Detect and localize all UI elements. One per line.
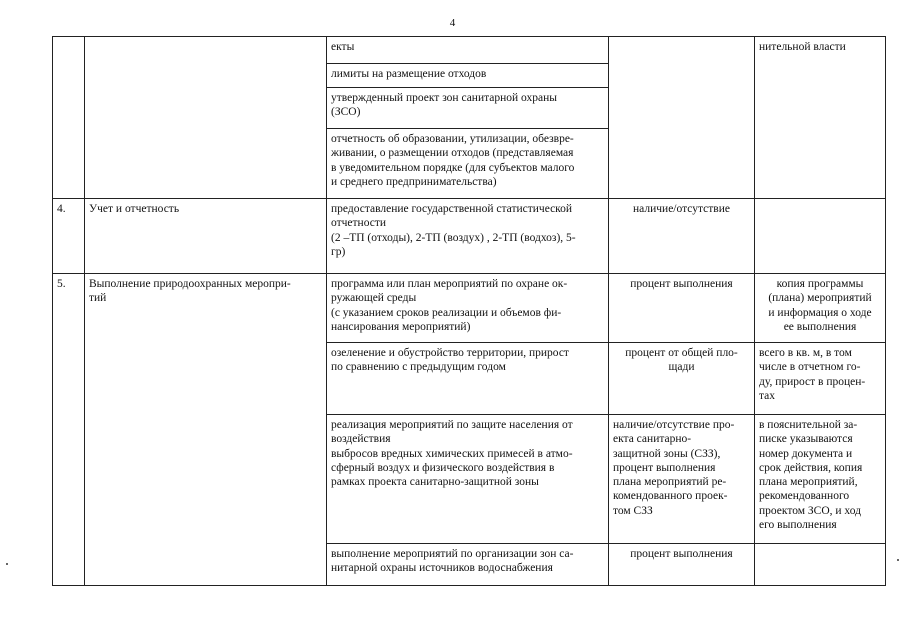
criterion-cell xyxy=(327,544,609,586)
criterion-cell xyxy=(327,415,609,544)
measure-cell: процент выполнения xyxy=(609,274,755,343)
indicator-cell: Учет и отчетность xyxy=(85,199,327,274)
measure-cell: процент выполнения xyxy=(609,544,755,586)
criterion-line: в уведомительном порядке (для субъектов малого xyxy=(331,161,575,174)
criterion-line: нансирования мероприятий) xyxy=(331,320,471,333)
note-line: его выполнения xyxy=(759,519,837,532)
measure-cell xyxy=(609,415,755,544)
table-row xyxy=(53,199,886,274)
note-line: числе в отчетном го- xyxy=(759,361,861,374)
note-line: писке указываются xyxy=(759,433,853,446)
note-line: и информация о ходе xyxy=(768,306,872,319)
measure-line: процент от общей пло- xyxy=(625,347,738,359)
criterion-line: (2 –ТП (отходы), 2-ТП (воздух) , 2-ТП (водхоз), 5- xyxy=(331,231,576,244)
criterion-line: сферный воздух и физического воздействия в xyxy=(331,461,555,474)
indicator-cell xyxy=(85,37,327,199)
note-line: ее выполнения xyxy=(783,320,857,333)
measure-line: щади xyxy=(668,361,695,374)
criterion-line: воздействия xyxy=(331,433,391,446)
measure-cell xyxy=(609,343,755,415)
measure-line: том СЗЗ xyxy=(613,504,653,517)
page-number: 4 xyxy=(449,17,456,29)
criterion-cell xyxy=(327,129,609,199)
table-row xyxy=(53,37,886,64)
criterion-line: рамках проекта санитарно-защитной зоны xyxy=(331,476,539,489)
criterion-line: выбросов вредных химических примесей в атмо- xyxy=(331,447,573,460)
note-line: (плана) мероприятий xyxy=(768,292,872,305)
note-line: плана мероприятий, xyxy=(759,476,858,489)
criterion-line: гр) xyxy=(331,245,346,258)
criterion-line: и среднего предпринимательства) xyxy=(331,175,497,188)
criterion-line: живании, о размещении отходов (представляемая xyxy=(331,147,574,160)
indicator-line: Выполнение природоохранных меропри- xyxy=(89,278,291,290)
criterion-cell xyxy=(327,199,609,274)
criterion-line: (с указанием сроков реализации и объемов фи- xyxy=(331,306,562,319)
indicator-cell xyxy=(85,274,327,586)
note-cell xyxy=(755,544,886,586)
note-cell xyxy=(755,199,886,274)
measure-line: комендованного проек- xyxy=(613,490,728,503)
note-cell xyxy=(755,415,886,544)
criterion-line: (ЗСО) xyxy=(331,106,361,119)
requirements-table xyxy=(52,36,886,586)
indicator-line: тий xyxy=(89,292,107,305)
criterion-cell xyxy=(327,343,609,415)
measure-line: защитной зоны (СЗЗ), xyxy=(613,447,721,460)
criterion-cell: екты xyxy=(327,37,609,64)
row-number-cell: 5. xyxy=(53,274,85,586)
criterion-line: программа или план мероприятий по охране ок- xyxy=(331,278,568,290)
note-cell xyxy=(755,343,886,415)
criterion-line: отчетность об образовании, утилизации, обезвре- xyxy=(331,133,574,145)
note-line: номер документа и xyxy=(759,447,853,460)
criterion-line: выполнение мероприятий по организации зон са- xyxy=(331,548,574,560)
note-cell xyxy=(755,274,886,343)
row-number-cell: 4. xyxy=(53,199,85,274)
criterion-cell xyxy=(327,274,609,343)
criterion-line: озеленение и обустройство территории, прирост xyxy=(331,347,569,359)
measure-line: плана мероприятий ре- xyxy=(613,476,727,489)
note-line: проектом ЗСО, и ход xyxy=(759,504,861,517)
criterion-line: предоставление государственной статистической xyxy=(331,203,573,215)
measure-line: екта санитарно- xyxy=(613,433,692,446)
scan-speck xyxy=(897,559,899,561)
note-line: копия программы xyxy=(776,278,864,290)
note-line: тах xyxy=(759,389,776,402)
criterion-cell xyxy=(327,88,609,129)
criterion-cell: лимиты на размещение отходов xyxy=(327,64,609,88)
note-line: всего в кв. м, в том xyxy=(759,347,852,359)
criterion-line: отчетности xyxy=(331,217,387,230)
note-line: рекомендованного xyxy=(759,490,850,503)
row-number-cell xyxy=(53,37,85,199)
note-line: в пояснительной за- xyxy=(759,419,858,431)
measure-line: наличие/отсутствие про- xyxy=(613,419,735,431)
criterion-line: реализация мероприятий по защите населения от xyxy=(331,419,573,431)
note-cell: нительной власти xyxy=(755,37,886,199)
scan-speck xyxy=(6,563,8,565)
table-row xyxy=(53,274,886,343)
criterion-line: нитарной охраны источников водоснабжения xyxy=(331,562,553,575)
measure-cell: наличие/отсутствие xyxy=(609,199,755,274)
note-line: ду, прирост в процен- xyxy=(759,375,866,388)
measure-cell xyxy=(609,37,755,199)
criterion-line: утвержденный проект зон санитарной охраны xyxy=(331,92,558,104)
criterion-line: по сравнению с предыдущим годом xyxy=(331,361,506,374)
note-line: срок действия, копия xyxy=(759,461,863,474)
measure-line: процент выполнения xyxy=(613,461,716,474)
criterion-line: ружающей среды xyxy=(331,292,417,305)
